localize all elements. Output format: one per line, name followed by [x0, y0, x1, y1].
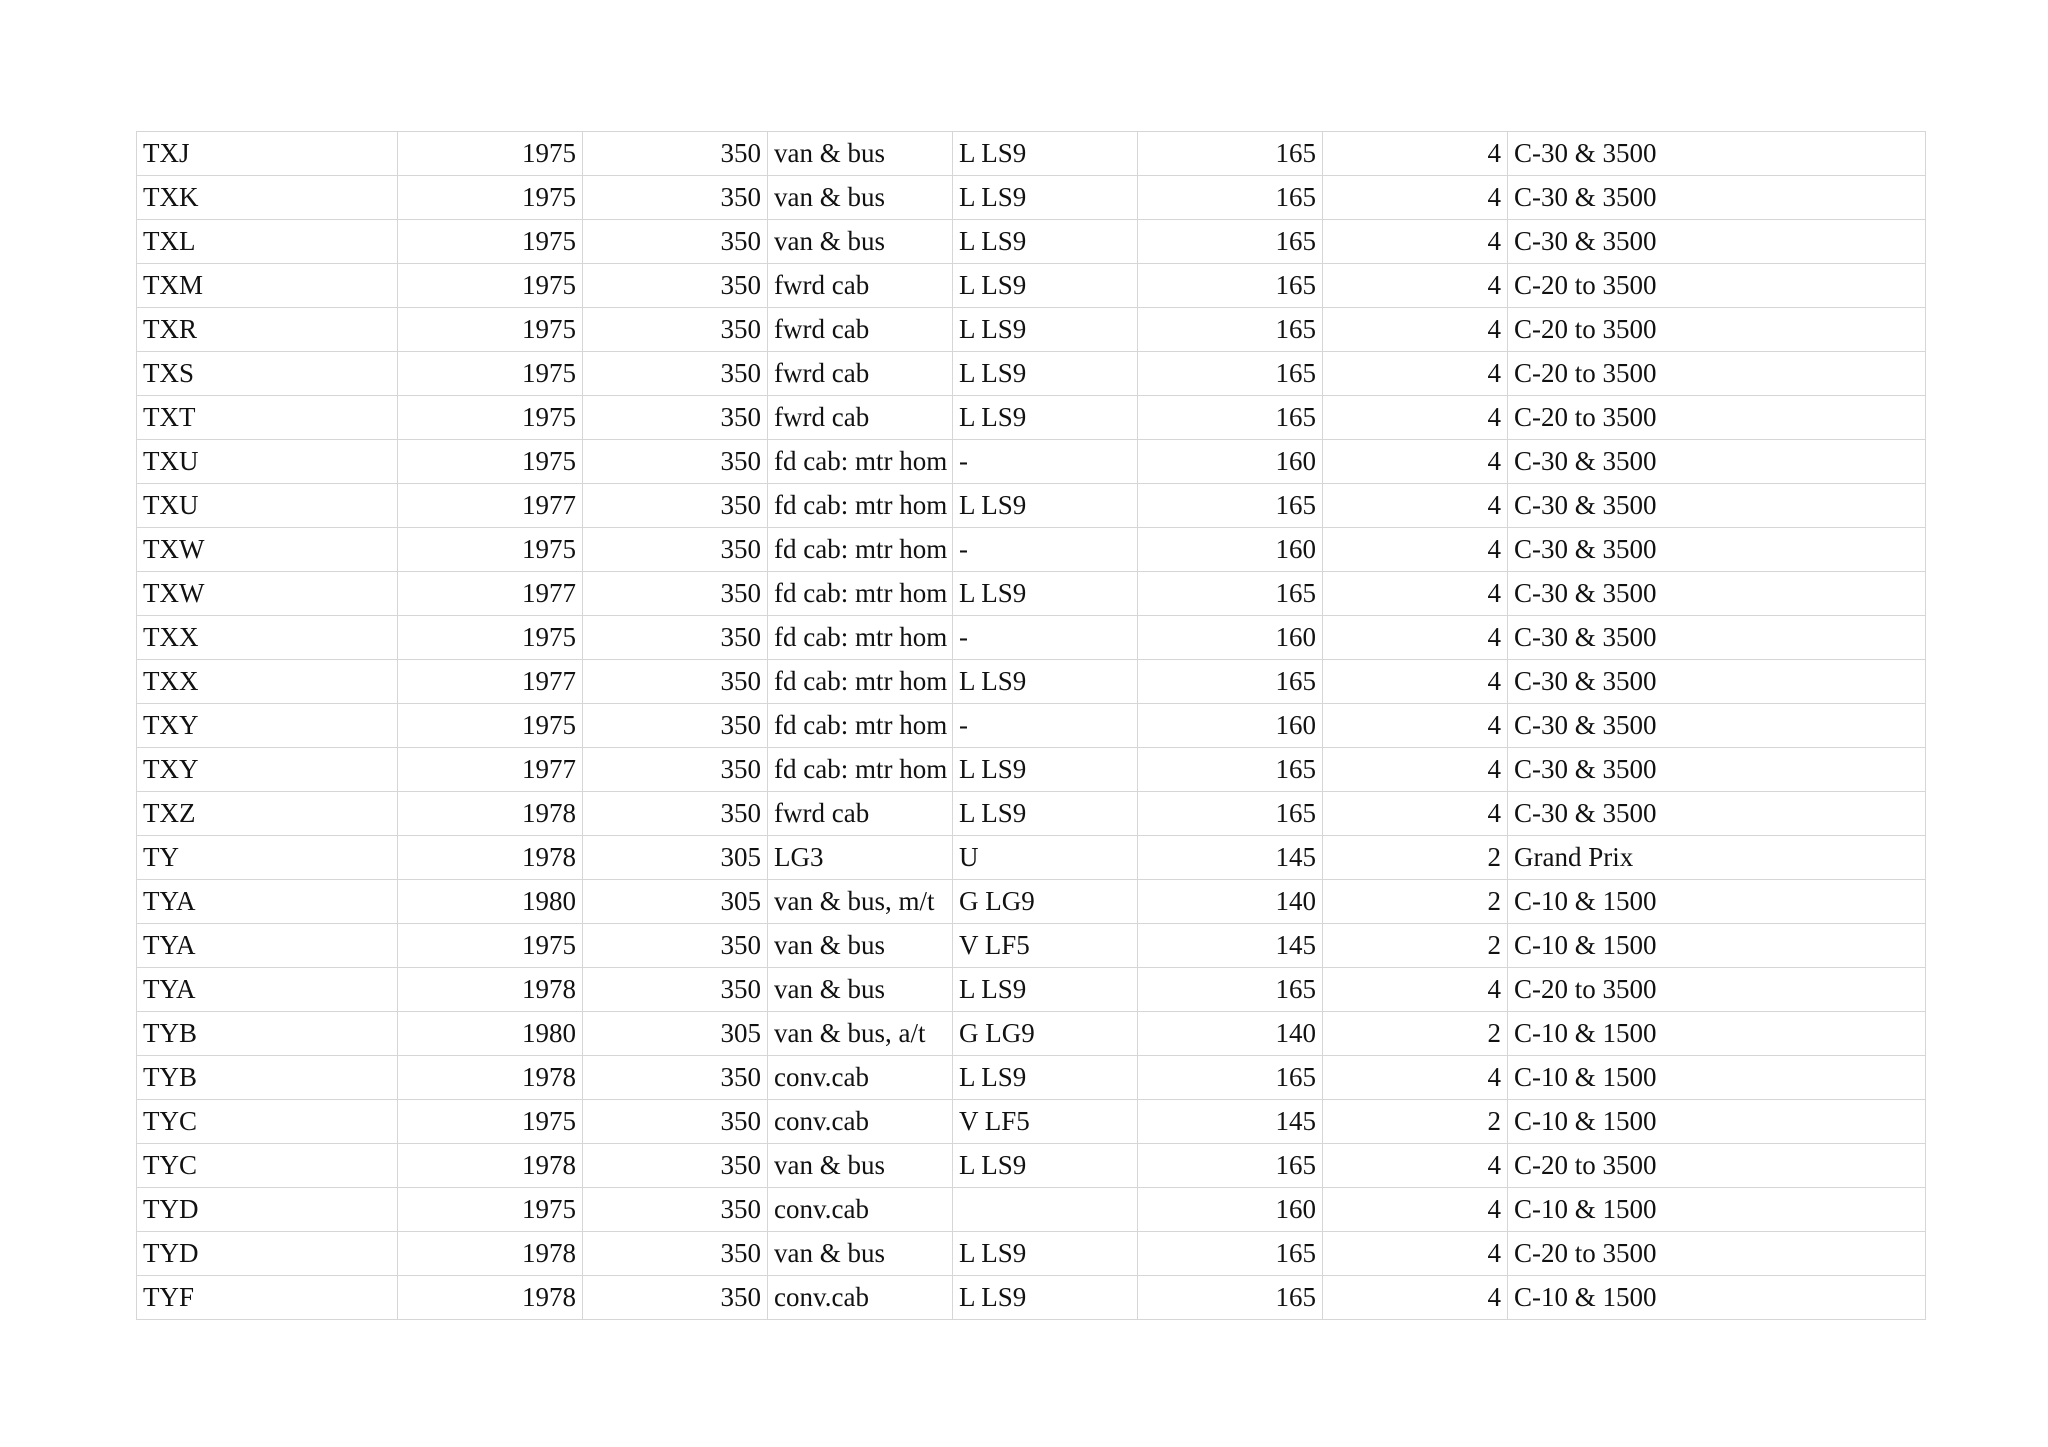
- cell-barrels[interactable]: 4: [1323, 1232, 1508, 1276]
- cell-barrels[interactable]: 4: [1323, 440, 1508, 484]
- cell-year[interactable]: 1978: [398, 1232, 583, 1276]
- cell-hp[interactable]: 160: [1138, 440, 1323, 484]
- cell-barrels[interactable]: 4: [1323, 528, 1508, 572]
- cell-barrels[interactable]: 4: [1323, 220, 1508, 264]
- cell-barrels[interactable]: 2: [1323, 924, 1508, 968]
- cell-barrels[interactable]: 4: [1323, 660, 1508, 704]
- cell-engine[interactable]: L LS9: [953, 1144, 1138, 1188]
- cell-cid[interactable]: 350: [583, 1144, 768, 1188]
- table-row: [137, 1188, 1926, 1232]
- cell-code[interactable]: TYD: [137, 1188, 398, 1232]
- cell-year[interactable]: 1977: [398, 572, 583, 616]
- table-row: [137, 176, 1926, 220]
- table-row: [137, 264, 1926, 308]
- cell-cid[interactable]: 305: [583, 836, 768, 880]
- cell-code[interactable]: TYB: [137, 1012, 398, 1056]
- cell-code[interactable]: TXM: [137, 264, 398, 308]
- cell-engine[interactable]: L LS9: [953, 396, 1138, 440]
- cell-cid[interactable]: 350: [583, 968, 768, 1012]
- cell-application[interactable]: van & bus: [768, 220, 953, 264]
- cell-application[interactable]: van & bus: [768, 924, 953, 968]
- cell-barrels[interactable]: 4: [1323, 396, 1508, 440]
- cell-cid[interactable]: 350: [583, 1232, 768, 1276]
- cell-year[interactable]: 1975: [398, 440, 583, 484]
- cell-model[interactable]: C-30 & 3500: [1508, 220, 1926, 264]
- cell-hp[interactable]: 160: [1138, 1188, 1323, 1232]
- cell-hp[interactable]: 165: [1138, 396, 1323, 440]
- cell-barrels[interactable]: 2: [1323, 836, 1508, 880]
- cell-code[interactable]: TXY: [137, 704, 398, 748]
- cell-application[interactable]: fwrd cab: [768, 352, 953, 396]
- cell-cid[interactable]: 305: [583, 1012, 768, 1056]
- cell-barrels[interactable]: 4: [1323, 616, 1508, 660]
- cell-application[interactable]: fd cab: mtr hom: [768, 484, 953, 528]
- cell-year[interactable]: 1977: [398, 660, 583, 704]
- cell-model[interactable]: C-30 & 3500: [1508, 660, 1926, 704]
- cell-code[interactable]: TY: [137, 836, 398, 880]
- cell-hp[interactable]: 165: [1138, 1232, 1323, 1276]
- cell-year[interactable]: 1978: [398, 792, 583, 836]
- cell-engine[interactable]: L LS9: [953, 1056, 1138, 1100]
- cell-engine[interactable]: U: [953, 836, 1138, 880]
- table-row: [137, 308, 1926, 352]
- cell-model[interactable]: C-30 & 3500: [1508, 440, 1926, 484]
- cell-code[interactable]: TXR: [137, 308, 398, 352]
- cell-engine[interactable]: L LS9: [953, 264, 1138, 308]
- table-row: [137, 880, 1926, 924]
- spreadsheet-table: [136, 131, 1926, 1320]
- cell-cid[interactable]: 350: [583, 264, 768, 308]
- table-row: [137, 748, 1926, 792]
- cell-hp[interactable]: 160: [1138, 528, 1323, 572]
- cell-cid[interactable]: 350: [583, 924, 768, 968]
- cell-year[interactable]: 1975: [398, 704, 583, 748]
- cell-engine[interactable]: G LG9: [953, 1012, 1138, 1056]
- cell-engine[interactable]: V LF5: [953, 1100, 1138, 1144]
- cell-cid[interactable]: 350: [583, 792, 768, 836]
- cell-code[interactable]: TXX: [137, 660, 398, 704]
- cell-application[interactable]: fd cab: mtr hom: [768, 440, 953, 484]
- table-row: [137, 572, 1926, 616]
- cell-cid[interactable]: 350: [583, 484, 768, 528]
- cell-model[interactable]: C-10 & 1500: [1508, 880, 1926, 924]
- cell-model[interactable]: C-10 & 1500: [1508, 1056, 1926, 1100]
- cell-code[interactable]: TXT: [137, 396, 398, 440]
- cell-application[interactable]: fwrd cab: [768, 396, 953, 440]
- cell-barrels[interactable]: 4: [1323, 748, 1508, 792]
- cell-year[interactable]: 1978: [398, 1056, 583, 1100]
- cell-hp[interactable]: 145: [1138, 924, 1323, 968]
- cell-application[interactable]: fd cab: mtr hom: [768, 528, 953, 572]
- cell-application[interactable]: conv.cab: [768, 1056, 953, 1100]
- cell-model[interactable]: C-30 & 3500: [1508, 132, 1926, 176]
- cell-hp[interactable]: 165: [1138, 484, 1323, 528]
- cell-barrels[interactable]: 4: [1323, 132, 1508, 176]
- cell-hp[interactable]: 165: [1138, 352, 1323, 396]
- cell-barrels[interactable]: 2: [1323, 1100, 1508, 1144]
- cell-barrels[interactable]: 4: [1323, 264, 1508, 308]
- cell-hp[interactable]: 165: [1138, 748, 1323, 792]
- cell-code[interactable]: TXW: [137, 528, 398, 572]
- cell-code[interactable]: TXJ: [137, 132, 398, 176]
- cell-year[interactable]: 1975: [398, 308, 583, 352]
- table-row: [137, 1276, 1926, 1320]
- cell-cid[interactable]: 350: [583, 352, 768, 396]
- cell-hp[interactable]: 165: [1138, 264, 1323, 308]
- cell-code[interactable]: TXY: [137, 748, 398, 792]
- cell-year[interactable]: 1975: [398, 924, 583, 968]
- table-row: [137, 396, 1926, 440]
- cell-barrels[interactable]: 4: [1323, 792, 1508, 836]
- cell-barrels[interactable]: 4: [1323, 352, 1508, 396]
- cell-code[interactable]: TYD: [137, 1232, 398, 1276]
- table-row: [137, 352, 1926, 396]
- cell-model[interactable]: C-20 to 3500: [1508, 1144, 1926, 1188]
- cell-code[interactable]: TXX: [137, 616, 398, 660]
- cell-code[interactable]: TXS: [137, 352, 398, 396]
- cell-model[interactable]: C-30 & 3500: [1508, 176, 1926, 220]
- table-row: [137, 440, 1926, 484]
- cell-model[interactable]: C-30 & 3500: [1508, 616, 1926, 660]
- table-row: [137, 132, 1926, 176]
- cell-hp[interactable]: 140: [1138, 880, 1323, 924]
- cell-hp[interactable]: 165: [1138, 132, 1323, 176]
- cell-cid[interactable]: 350: [583, 1056, 768, 1100]
- cell-year[interactable]: 1980: [398, 880, 583, 924]
- cell-application[interactable]: van & bus: [768, 176, 953, 220]
- cell-barrels[interactable]: 4: [1323, 1056, 1508, 1100]
- table-row: [137, 836, 1926, 880]
- cell-engine[interactable]: L LS9: [953, 484, 1138, 528]
- cell-year[interactable]: 1978: [398, 1276, 583, 1320]
- cell-application[interactable]: fd cab: mtr hom: [768, 616, 953, 660]
- cell-year[interactable]: 1977: [398, 484, 583, 528]
- cell-code[interactable]: TYA: [137, 968, 398, 1012]
- table-row: [137, 1012, 1926, 1056]
- cell-barrels[interactable]: 4: [1323, 1188, 1508, 1232]
- cell-year[interactable]: 1975: [398, 528, 583, 572]
- cell-year[interactable]: 1975: [398, 264, 583, 308]
- cell-engine[interactable]: L LS9: [953, 132, 1138, 176]
- cell-application[interactable]: van & bus, m/t: [768, 880, 953, 924]
- cell-year[interactable]: 1980: [398, 1012, 583, 1056]
- cell-year[interactable]: 1975: [398, 220, 583, 264]
- cell-model[interactable]: C-30 & 3500: [1508, 792, 1926, 836]
- table-row: [137, 1232, 1926, 1276]
- cell-engine[interactable]: L LS9: [953, 792, 1138, 836]
- cell-year[interactable]: 1978: [398, 968, 583, 1012]
- cell-cid[interactable]: 350: [583, 176, 768, 220]
- cell-application[interactable]: fd cab: mtr hom: [768, 660, 953, 704]
- cell-model[interactable]: C-20 to 3500: [1508, 264, 1926, 308]
- cell-cid[interactable]: 350: [583, 308, 768, 352]
- cell-hp[interactable]: 165: [1138, 572, 1323, 616]
- cell-model[interactable]: C-10 & 1500: [1508, 1012, 1926, 1056]
- cell-cid[interactable]: 350: [583, 748, 768, 792]
- cell-code[interactable]: TXU: [137, 484, 398, 528]
- cell-barrels[interactable]: 4: [1323, 968, 1508, 1012]
- cell-engine[interactable]: [953, 1188, 1138, 1232]
- cell-code[interactable]: TYC: [137, 1144, 398, 1188]
- cell-model[interactable]: C-10 & 1500: [1508, 1188, 1926, 1232]
- cell-model[interactable]: C-30 & 3500: [1508, 748, 1926, 792]
- cell-model[interactable]: C-30 & 3500: [1508, 528, 1926, 572]
- cell-hp[interactable]: 165: [1138, 1056, 1323, 1100]
- cell-year[interactable]: 1975: [398, 396, 583, 440]
- cell-year[interactable]: 1975: [398, 1100, 583, 1144]
- cell-hp[interactable]: 165: [1138, 308, 1323, 352]
- cell-application[interactable]: van & bus: [768, 132, 953, 176]
- cell-application[interactable]: conv.cab: [768, 1188, 953, 1232]
- cell-hp[interactable]: 160: [1138, 704, 1323, 748]
- cell-model[interactable]: C-20 to 3500: [1508, 352, 1926, 396]
- table-row: [137, 220, 1926, 264]
- cell-application[interactable]: conv.cab: [768, 1100, 953, 1144]
- cell-barrels[interactable]: 4: [1323, 1144, 1508, 1188]
- cell-cid[interactable]: 350: [583, 396, 768, 440]
- cell-application[interactable]: fd cab: mtr hom: [768, 748, 953, 792]
- cell-barrels[interactable]: 2: [1323, 1012, 1508, 1056]
- cell-model[interactable]: C-20 to 3500: [1508, 396, 1926, 440]
- cell-hp[interactable]: 165: [1138, 1276, 1323, 1320]
- cell-model[interactable]: Grand Prix: [1508, 836, 1926, 880]
- cell-year[interactable]: 1977: [398, 748, 583, 792]
- cell-engine[interactable]: G LG9: [953, 880, 1138, 924]
- cell-model[interactable]: C-20 to 3500: [1508, 968, 1926, 1012]
- cell-cid[interactable]: 350: [583, 1188, 768, 1232]
- cell-application[interactable]: van & bus: [768, 1144, 953, 1188]
- cell-engine[interactable]: -: [953, 616, 1138, 660]
- cell-cid[interactable]: 350: [583, 616, 768, 660]
- cell-hp[interactable]: 165: [1138, 968, 1323, 1012]
- cell-model[interactable]: C-30 & 3500: [1508, 484, 1926, 528]
- cell-hp[interactable]: 145: [1138, 836, 1323, 880]
- cell-hp[interactable]: 165: [1138, 1144, 1323, 1188]
- table-row: [137, 616, 1926, 660]
- cell-application[interactable]: van & bus: [768, 1232, 953, 1276]
- cell-model[interactable]: C-10 & 1500: [1508, 1276, 1926, 1320]
- cell-model[interactable]: C-30 & 3500: [1508, 572, 1926, 616]
- table-row: [137, 1100, 1926, 1144]
- cell-year[interactable]: 1978: [398, 836, 583, 880]
- cell-engine[interactable]: L LS9: [953, 176, 1138, 220]
- cell-code[interactable]: TXW: [137, 572, 398, 616]
- cell-cid[interactable]: 350: [583, 660, 768, 704]
- cell-application[interactable]: fd cab: mtr hom: [768, 572, 953, 616]
- cell-barrels[interactable]: 4: [1323, 308, 1508, 352]
- cell-cid[interactable]: 350: [583, 572, 768, 616]
- cell-application[interactable]: fwrd cab: [768, 264, 953, 308]
- cell-cid[interactable]: 350: [583, 132, 768, 176]
- cell-code[interactable]: TYF: [137, 1276, 398, 1320]
- cell-cid[interactable]: 350: [583, 1276, 768, 1320]
- cell-application[interactable]: fwrd cab: [768, 308, 953, 352]
- cell-year[interactable]: 1975: [398, 176, 583, 220]
- cell-code[interactable]: TYB: [137, 1056, 398, 1100]
- cell-engine[interactable]: L LS9: [953, 572, 1138, 616]
- cell-code[interactable]: TYC: [137, 1100, 398, 1144]
- cell-engine[interactable]: -: [953, 528, 1138, 572]
- cell-engine[interactable]: -: [953, 440, 1138, 484]
- cell-engine[interactable]: V LF5: [953, 924, 1138, 968]
- table-row: [137, 704, 1926, 748]
- cell-barrels[interactable]: 4: [1323, 484, 1508, 528]
- table-row: [137, 1144, 1926, 1188]
- cell-hp[interactable]: 165: [1138, 792, 1323, 836]
- cell-application[interactable]: conv.cab: [768, 1276, 953, 1320]
- table-row: [137, 484, 1926, 528]
- cell-engine[interactable]: L LS9: [953, 748, 1138, 792]
- cell-engine[interactable]: L LS9: [953, 352, 1138, 396]
- cell-model[interactable]: C-30 & 3500: [1508, 704, 1926, 748]
- cell-application[interactable]: fd cab: mtr hom: [768, 704, 953, 748]
- table-row: [137, 792, 1926, 836]
- cell-year[interactable]: 1975: [398, 616, 583, 660]
- cell-year[interactable]: 1975: [398, 1188, 583, 1232]
- cell-application[interactable]: van & bus: [768, 968, 953, 1012]
- cell-hp[interactable]: 145: [1138, 1100, 1323, 1144]
- cell-year[interactable]: 1978: [398, 1144, 583, 1188]
- cell-code[interactable]: TXU: [137, 440, 398, 484]
- cell-code[interactable]: TYA: [137, 880, 398, 924]
- cell-model[interactable]: C-20 to 3500: [1508, 308, 1926, 352]
- cell-barrels[interactable]: 4: [1323, 1276, 1508, 1320]
- cell-cid[interactable]: 350: [583, 1100, 768, 1144]
- table-row: [137, 924, 1926, 968]
- cell-model[interactable]: C-20 to 3500: [1508, 1232, 1926, 1276]
- cell-engine[interactable]: L LS9: [953, 968, 1138, 1012]
- cell-barrels[interactable]: 4: [1323, 704, 1508, 748]
- cell-code[interactable]: TXL: [137, 220, 398, 264]
- table-row: [137, 528, 1926, 572]
- cell-year[interactable]: 1975: [398, 352, 583, 396]
- cell-application[interactable]: van & bus, a/t: [768, 1012, 953, 1056]
- table-row: [137, 660, 1926, 704]
- cell-hp[interactable]: 165: [1138, 220, 1323, 264]
- cell-cid[interactable]: 350: [583, 528, 768, 572]
- cell-engine[interactable]: L LS9: [953, 308, 1138, 352]
- table-row: [137, 968, 1926, 1012]
- cell-hp[interactable]: 165: [1138, 660, 1323, 704]
- cell-cid[interactable]: 350: [583, 704, 768, 748]
- cell-hp[interactable]: 160: [1138, 616, 1323, 660]
- cell-hp[interactable]: 140: [1138, 1012, 1323, 1056]
- cell-engine[interactable]: L LS9: [953, 1276, 1138, 1320]
- cell-code[interactable]: TXK: [137, 176, 398, 220]
- cell-barrels[interactable]: 4: [1323, 572, 1508, 616]
- table-row: [137, 1056, 1926, 1100]
- table-body: [137, 132, 1926, 1320]
- cell-hp[interactable]: 165: [1138, 176, 1323, 220]
- cell-engine[interactable]: L LS9: [953, 660, 1138, 704]
- cell-engine[interactable]: L LS9: [953, 220, 1138, 264]
- cell-application[interactable]: fwrd cab: [768, 792, 953, 836]
- cell-model[interactable]: C-10 & 1500: [1508, 924, 1926, 968]
- cell-engine[interactable]: L LS9: [953, 1232, 1138, 1276]
- cell-cid[interactable]: 350: [583, 220, 768, 264]
- cell-barrels[interactable]: 2: [1323, 880, 1508, 924]
- cell-cid[interactable]: 350: [583, 440, 768, 484]
- cell-barrels[interactable]: 4: [1323, 176, 1508, 220]
- cell-application[interactable]: LG3: [768, 836, 953, 880]
- cell-engine[interactable]: -: [953, 704, 1138, 748]
- cell-cid[interactable]: 305: [583, 880, 768, 924]
- cell-code[interactable]: TXZ: [137, 792, 398, 836]
- cell-code[interactable]: TYA: [137, 924, 398, 968]
- cell-year[interactable]: 1975: [398, 132, 583, 176]
- cell-model[interactable]: C-10 & 1500: [1508, 1100, 1926, 1144]
